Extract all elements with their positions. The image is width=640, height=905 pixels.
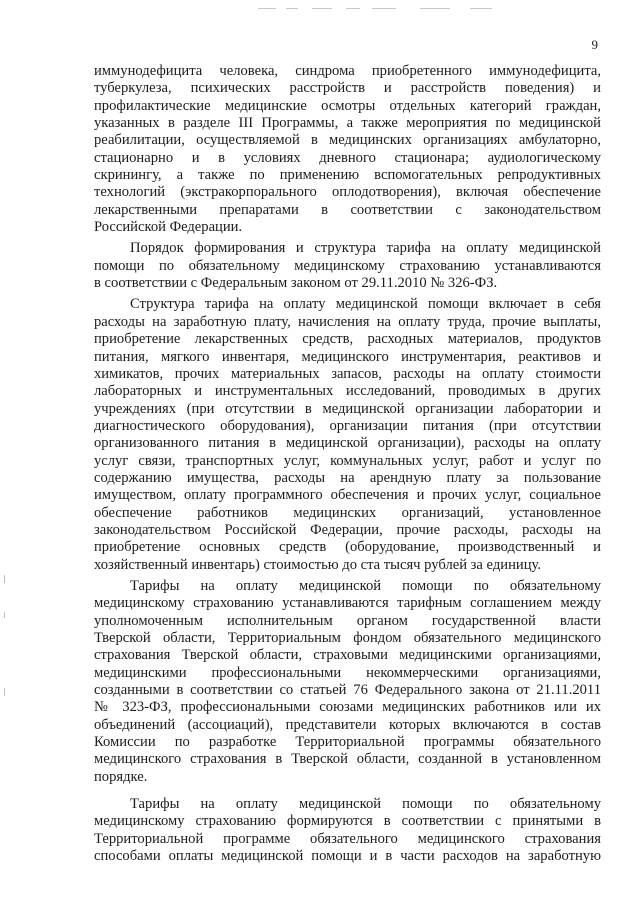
text-line: содержанию имущества, расходы на арендную плату за пользование	[94, 469, 601, 486]
text-line: иммунодефицита человека, синдрома приобретенного иммунодефицита,	[94, 63, 601, 79]
text-line: Порядок формирования и структура тарифа на оплату медицинской	[130, 240, 601, 257]
text-line: организованного питания в медицинской организации), расходы на оплату	[94, 435, 601, 452]
text-line: медицинского страхования в Тверской области, созданной в установленном	[94, 751, 601, 768]
scan-artifact-top	[420, 8, 450, 9]
text-line: лекарственными препаратами в соответствии с законодательством	[94, 201, 601, 218]
text-line: Структура тарифа на оплату медицинской помощи включает в себя	[130, 296, 601, 313]
paragraph-1	[94, 63, 601, 236]
scan-artifact-left	[4, 612, 5, 618]
text-line: реабилитации, осуществляемой в медицинских организациях амбулаторно,	[94, 132, 601, 149]
text-line: Тверской области, Территориальным фондом обязательного медицинского	[94, 630, 601, 646]
paragraph-5	[94, 796, 601, 865]
scan-artifact-top	[470, 8, 492, 9]
scan-artifact-left	[4, 575, 5, 583]
text-line: скринингу, а также по применению вспомогательных репродуктивных	[94, 167, 601, 184]
scan-artifact-left	[4, 688, 5, 696]
scan-artifact-top	[372, 8, 396, 9]
text-line: Тарифы на оплату медицинской помощи по обязательному	[130, 577, 601, 594]
scan-artifact-top	[312, 8, 332, 9]
scan-artifact-top	[346, 8, 360, 9]
text-line: медицинскому страхованию формируются в соответствии с принятыми в	[94, 813, 601, 830]
paragraph-4	[94, 578, 601, 786]
text-line: обеспечение работников медицинских организаций, установленное	[94, 504, 601, 521]
text-line: туберкулеза, психических расстройств и расстройств поведения) и	[94, 80, 601, 97]
text-line: № 323-ФЗ, профессиональными союзами медицинских работников или их	[94, 699, 601, 716]
text-line: уполномоченным исполнительным органом государственной власти	[94, 612, 601, 629]
text-line: расходы на заработную плату, начисления на оплату труда, прочие выплаты,	[94, 313, 601, 330]
text-line: услуг связи, транспортных услуг, коммунальных услуг, работ и услуг по	[94, 452, 601, 469]
text-line: химикатов, прочих материальных запасов, расходы на оплату стоимости	[94, 365, 601, 382]
scan-artifact-top	[258, 8, 276, 9]
text-line: Тарифы на оплату медицинской помощи по обязательному	[130, 796, 601, 813]
text-line: помощи по обязательному медицинскому страхованию устанавливаются	[94, 257, 601, 274]
paragraph-2	[94, 240, 601, 292]
page-number: 9	[591, 37, 598, 52]
text-line: Российской Федерации.	[94, 219, 243, 236]
text-line: стационарно и в условиях дневного стационара; аудиологическому	[94, 149, 601, 166]
text-line: профилактические медицинские осмотры отдельных категорий граждан,	[94, 97, 601, 114]
text-line: объединений (ассоциаций), представители которых включаются в состав	[94, 716, 601, 733]
document-body	[94, 63, 601, 865]
text-line: питания, мягкого инвентаря, медицинского инструментария, реактивов и	[94, 348, 601, 365]
text-line: созданными в соответствии со статьей 76 Федерального закона от 21.11.2011	[94, 682, 601, 699]
text-line: лабораторных и инструментальных исследований, проводимых в других	[94, 383, 601, 400]
text-line: приобретение лекарственных средств, расходных материалов, продуктов	[94, 331, 601, 348]
text-line: имуществом, оплату программного обеспечения и прочих услуг, социальное	[94, 487, 601, 504]
text-line: способами оплаты медицинской помощи и в части расходов на заработную	[94, 848, 601, 865]
text-line: учреждениях (при отсутствии в медицинской организации лаборатории и	[94, 400, 601, 417]
text-line: диагностического оборудования), организации питания (при отсутствии	[94, 417, 601, 434]
text-line: законодательством Российской Федерации, прочие расходы, расходы на	[94, 521, 601, 538]
text-line: указанных в разделе III Программы, а также мероприятия по медицинской	[94, 115, 601, 132]
text-line: технологий (экстракорпорального оплодотворения), включая обеспечение	[94, 184, 601, 201]
text-line: Территориальной программе обязательного медицинского страхования	[94, 830, 601, 847]
paragraph-3	[94, 296, 601, 574]
text-line: хозяйственный инвентарь) стоимостью до ста тысяч рублей за единицу.	[94, 556, 541, 573]
text-line: медицинскому страхованию устанавливаются тарифным соглашением между	[94, 595, 601, 612]
text-line: в соответствии с Федеральным законом от 29.11.2010 № 326-ФЗ.	[94, 275, 498, 292]
text-line: порядке.	[94, 768, 148, 785]
text-line: страхования Тверской области, страховыми медицинскими организациями,	[94, 647, 601, 664]
text-line: Комиссии по разработке Территориальной программы обязательного	[94, 734, 601, 751]
text-line: приобретение основных средств (оборудование, производственный и	[94, 539, 601, 556]
scan-artifact-top	[286, 8, 298, 9]
text-line: медицинскими профессиональными некоммерческими организациями,	[94, 664, 601, 681]
